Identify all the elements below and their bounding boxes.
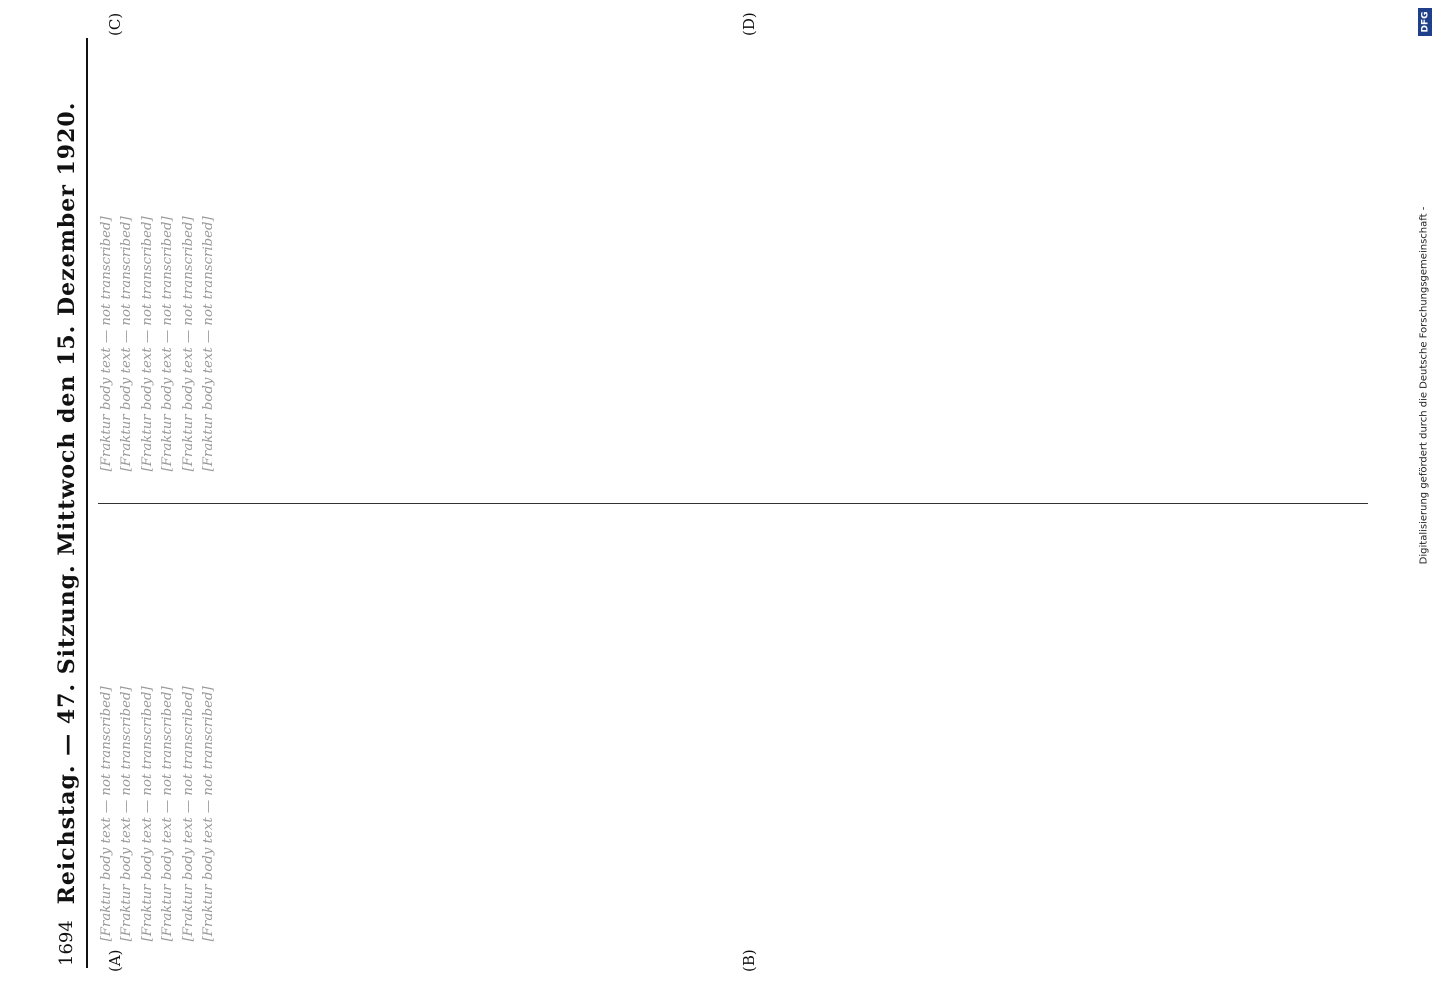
paragraph: [Fraktur body text — not transcribed]	[180, 216, 196, 472]
dfg-logo-text: DFG	[1420, 11, 1431, 33]
paragraph: [Fraktur body text — not transcribed]	[201, 686, 217, 942]
paragraph: [Fraktur body text — not transcribed]	[180, 686, 196, 942]
side-strip	[1412, 0, 1434, 1000]
margin-marker-d: (D)	[740, 12, 758, 36]
left-column	[98, 520, 1368, 960]
dfg-logo-icon	[1418, 8, 1432, 36]
paragraph: [Fraktur body text — not transcribed]	[99, 686, 114, 942]
paragraph: [Fraktur body text — not transcribed]	[201, 216, 217, 472]
paragraph: [Fraktur body text — not transcribed]	[160, 686, 176, 942]
margin-marker-c: (C)	[106, 12, 124, 36]
column-divider	[98, 503, 1368, 504]
right-column	[98, 50, 1368, 490]
paragraph: [Fraktur body text — not transcribed]	[139, 686, 155, 942]
margin-marker-a: (A)	[106, 949, 124, 972]
document-page	[50, 12, 1380, 972]
paragraph: [Fraktur body text — not transcribed]	[119, 686, 135, 942]
digitization-caption: Digitalisierung gefördert durch die Deutsche Forschungsgemeinschaft -	[1418, 206, 1430, 565]
paragraph: [Fraktur body text — not transcribed]	[139, 216, 155, 472]
paragraph: [Fraktur body text — not transcribed]	[160, 216, 176, 472]
margin-marker-b: (B)	[740, 949, 758, 972]
running-head: Reichstag. — 47. Sitzung. Mittwoch den 15. Dezember 1920.	[54, 101, 80, 905]
page-number: 1694	[56, 920, 77, 966]
paragraph: [Fraktur body text — not transcribed]	[119, 216, 135, 472]
paragraph: [Fraktur body text — not transcribed]	[99, 216, 114, 472]
page-header	[50, 38, 88, 968]
